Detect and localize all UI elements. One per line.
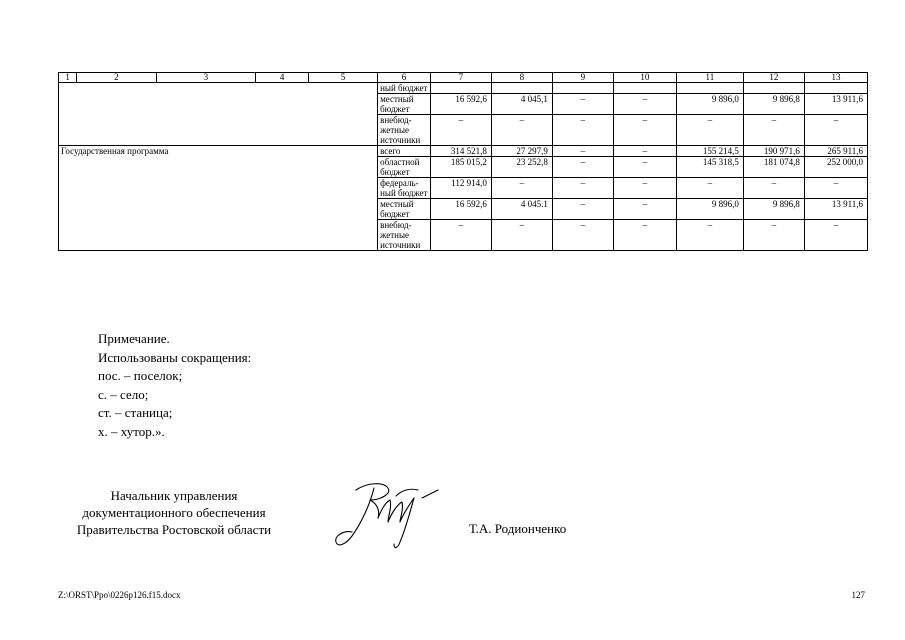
signatory-position [58,487,290,538]
amount-cell: – [491,115,552,146]
column-number: 3 [156,73,256,83]
budget-table [58,72,868,251]
abbreviation-item: пос. – поселок; [98,368,183,384]
amount-cell: – [613,199,676,220]
amount-cell: 23 252,8 [491,157,552,178]
column-number: 2 [77,73,156,83]
amount-cell: – [552,94,613,115]
amount-cell: – [552,115,613,146]
amount-cell: – [613,157,676,178]
amount-cell [676,83,743,94]
column-number: 10 [613,73,676,83]
column-number: 8 [491,73,552,83]
signatory-name: Т.А. Родионченко [469,521,567,536]
column-number: 7 [430,73,491,83]
column-number: 5 [308,73,377,83]
amount-cell: 112 914,0 [430,178,491,199]
amount-cell: 13 911,6 [804,199,867,220]
position-line: Начальник управления [110,488,238,503]
column-number: 9 [552,73,613,83]
amount-cell: – [491,178,552,199]
amount-cell: – [552,157,613,178]
column-number: 13 [804,73,867,83]
amount-cell: – [804,115,867,146]
amount-cell: – [743,115,804,146]
amount-cell: – [430,115,491,146]
amount-cell: 252 000,0 [804,157,867,178]
note-block [98,330,251,442]
program-name-cell [59,83,378,146]
amount-cell: – [552,146,613,157]
amount-cell [804,83,867,94]
amount-cell: – [743,220,804,251]
amount-cell: – [430,220,491,251]
table-header-row [59,73,868,83]
amount-cell: 9 896,8 [743,94,804,115]
amount-cell: 9 896,0 [676,199,743,220]
amount-cell: 4 045,1 [491,94,552,115]
amount-cell: 27 297,9 [491,146,552,157]
amount-cell: 265 911,6 [804,146,867,157]
abbreviation-item: ст. – станица; [98,405,173,421]
table-row [59,83,868,94]
amount-cell: 145 318,5 [676,157,743,178]
file-path: Z:\ORST\Ppo\0226p126.f15.docx [58,590,181,600]
amount-cell: 185 015,2 [430,157,491,178]
column-number: 1 [59,73,77,83]
amount-cell [430,83,491,94]
amount-cell: 314 521,8 [430,146,491,157]
amount-cell: – [491,220,552,251]
amount-cell: 16 592,6 [430,94,491,115]
abbreviation-item: х. – хутор.». [98,423,165,439]
amount-cell [743,83,804,94]
amount-cell [491,83,552,94]
amount-cell: – [804,178,867,199]
funding-source-cell: областной бюджет [378,157,431,178]
amount-cell: – [552,178,613,199]
note-intro: Использованы сокращения: [98,349,252,365]
amount-cell: 4 045.1 [491,199,552,220]
note-title: Примечание. [98,331,170,346]
funding-source-cell: ный бюджет [378,83,431,94]
column-number: 12 [743,73,804,83]
amount-cell: – [676,115,743,146]
column-number: 4 [256,73,309,83]
amount-cell: – [676,220,743,251]
column-number: 6 [378,73,431,83]
amount-cell: 155 214,5 [676,146,743,157]
amount-cell: – [804,220,867,251]
page-number: 127 [851,590,865,600]
amount-cell: – [613,146,676,157]
amount-cell: – [552,199,613,220]
column-number: 11 [676,73,743,83]
amount-cell: 190 971,6 [743,146,804,157]
funding-source-cell: местный бюджет [378,199,431,220]
amount-cell: – [613,94,676,115]
funding-source-cell: внебюд-жетные источники [378,115,431,146]
amount-cell: 16 592,6 [430,199,491,220]
table-row [59,146,868,157]
funding-source-cell: внебюд-жетные источники [378,220,431,251]
amount-cell: – [743,178,804,199]
position-line: Правительства Ростовской области [76,522,272,537]
amount-cell [552,83,613,94]
funding-source-cell: всего [378,146,431,157]
amount-cell: 13 911,6 [804,94,867,115]
amount-cell: – [552,220,613,251]
handwritten-signature [330,478,455,558]
abbreviation-item: с. – село; [98,386,149,402]
funding-source-cell: местный бюджет [378,94,431,115]
amount-cell: – [613,115,676,146]
program-name-cell: Государственная программа [59,146,378,251]
funding-source-cell: федераль-ный бюджет [378,178,431,199]
position-line: документационного обеспечения [82,505,266,520]
amount-cell: – [613,220,676,251]
amount-cell: – [613,178,676,199]
amount-cell [613,83,676,94]
amount-cell: 9 896,0 [676,94,743,115]
amount-cell: – [676,178,743,199]
amount-cell: 9 896,8 [743,199,804,220]
amount-cell: 181 074,8 [743,157,804,178]
